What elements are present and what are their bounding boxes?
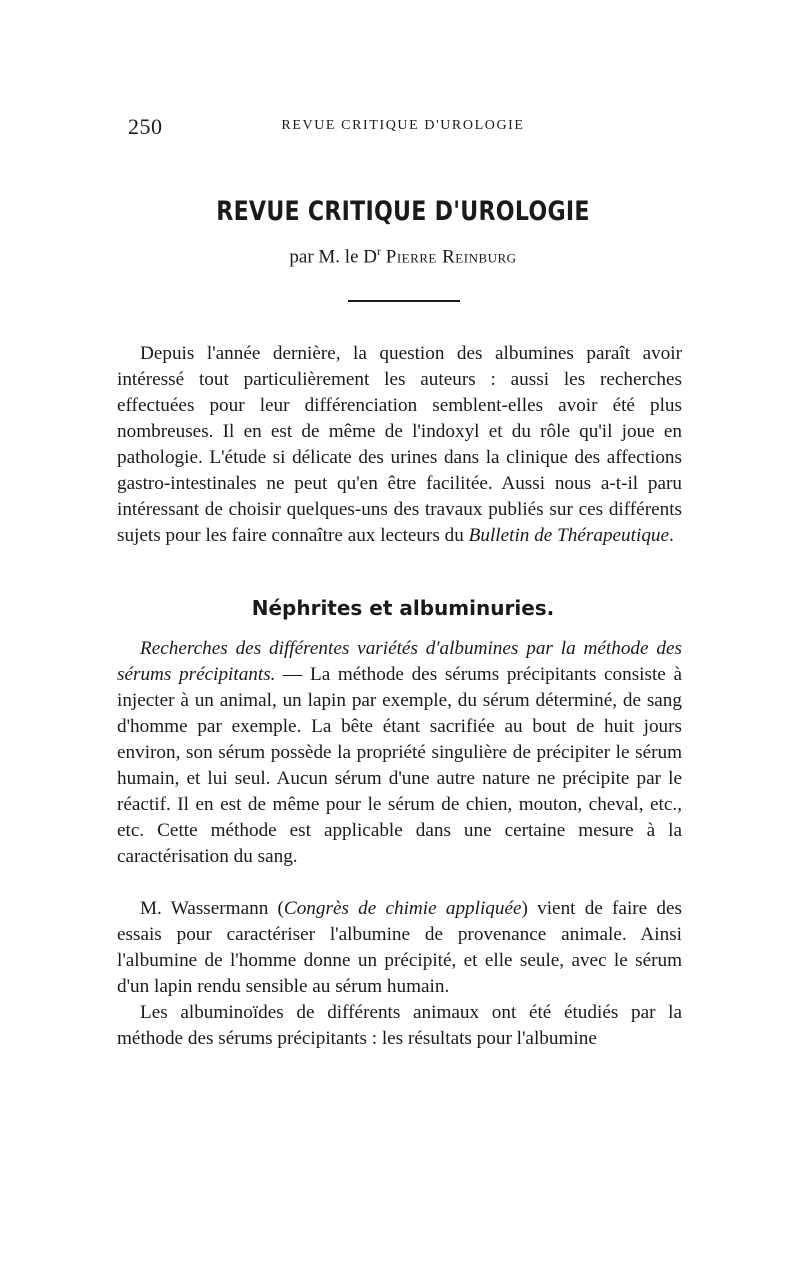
intro-text: Depuis l'année dernière, la question des albumines paraît avoir intéressé tout particulièrement les auteurs : aussi les recherches effectuées pour leur différenciation semblent-elles avoir été plus nombreuses. Il en est de même de l'indoxyl et du rôle qu'il joue en pathologie. L'étude si délicate des urines dans la clinique des affections gastro-intestinales ne peut qu'en être facilitée. Aussi nous a-t-il paru intéressant de choisir quelques-uns des travaux publiés sur ces différents sujets pour les faire connaître aux lecteurs du	[117, 343, 682, 546]
paragraph-text: M. Wassermann (	[140, 898, 284, 919]
title-divider	[348, 300, 460, 302]
journal-name: Bulletin de Thérapeutique	[468, 525, 670, 546]
section-paragraph-3	[117, 1000, 682, 1052]
author-name: Pierre Reinburg	[385, 246, 517, 268]
paragraph-lead: Recherches des différentes variétés d'albumines par la méthode des sérums précipitants.	[117, 638, 682, 685]
intro-end: .	[669, 525, 674, 546]
intro-paragraph	[117, 341, 682, 549]
paragraph-text: Les albuminoïdes de différents animaux ont été étudiés par la méthode des sérums précipitants : les résultats pour l'albumine	[117, 1002, 682, 1049]
paragraph-text: ) vient de faire des essais pour caractériser l'albumine de provenance animale. Ainsi l'albumine de l'homme donne un précipité, et elle seule, avec le sérum d'un lapin rendu sensible au sérum humain.	[117, 898, 682, 997]
article-title: REVUE CRITIQUE D'UROLOGIE	[216, 196, 590, 227]
running-header	[128, 114, 678, 140]
paragraph-text: — La méthode des sérums précipitants consiste à injecter à un animal, un lapin par exemple, du sérum déterminé, de sang d'homme par exemple. La bête étant sacrifiée au bout de huit jours environ, son sérum possède la propriété singulière de précipiter le sérum humain, et lui seul. Aucun sérum d'une autre nature ne précipite par le réactif. Il en est de même pour le sérum de chien, mouton, cheval, etc., etc. Cette méthode est applicable dans une certaine mesure à la caractérisation du sang.	[117, 664, 682, 867]
byline	[128, 244, 678, 268]
section-heading: Néphrites et albuminuries.	[251, 596, 555, 620]
congress-name: Congrès de chimie appliquée	[283, 898, 522, 919]
section-paragraph-1	[117, 636, 682, 870]
page-number: 250	[128, 114, 163, 139]
running-title: REVUE CRITIQUE D'UROLOGIE	[281, 118, 525, 133]
section-paragraph-2	[117, 896, 682, 1000]
byline-superscript: r	[377, 244, 381, 258]
byline-prefix: par M. le D	[289, 246, 377, 268]
